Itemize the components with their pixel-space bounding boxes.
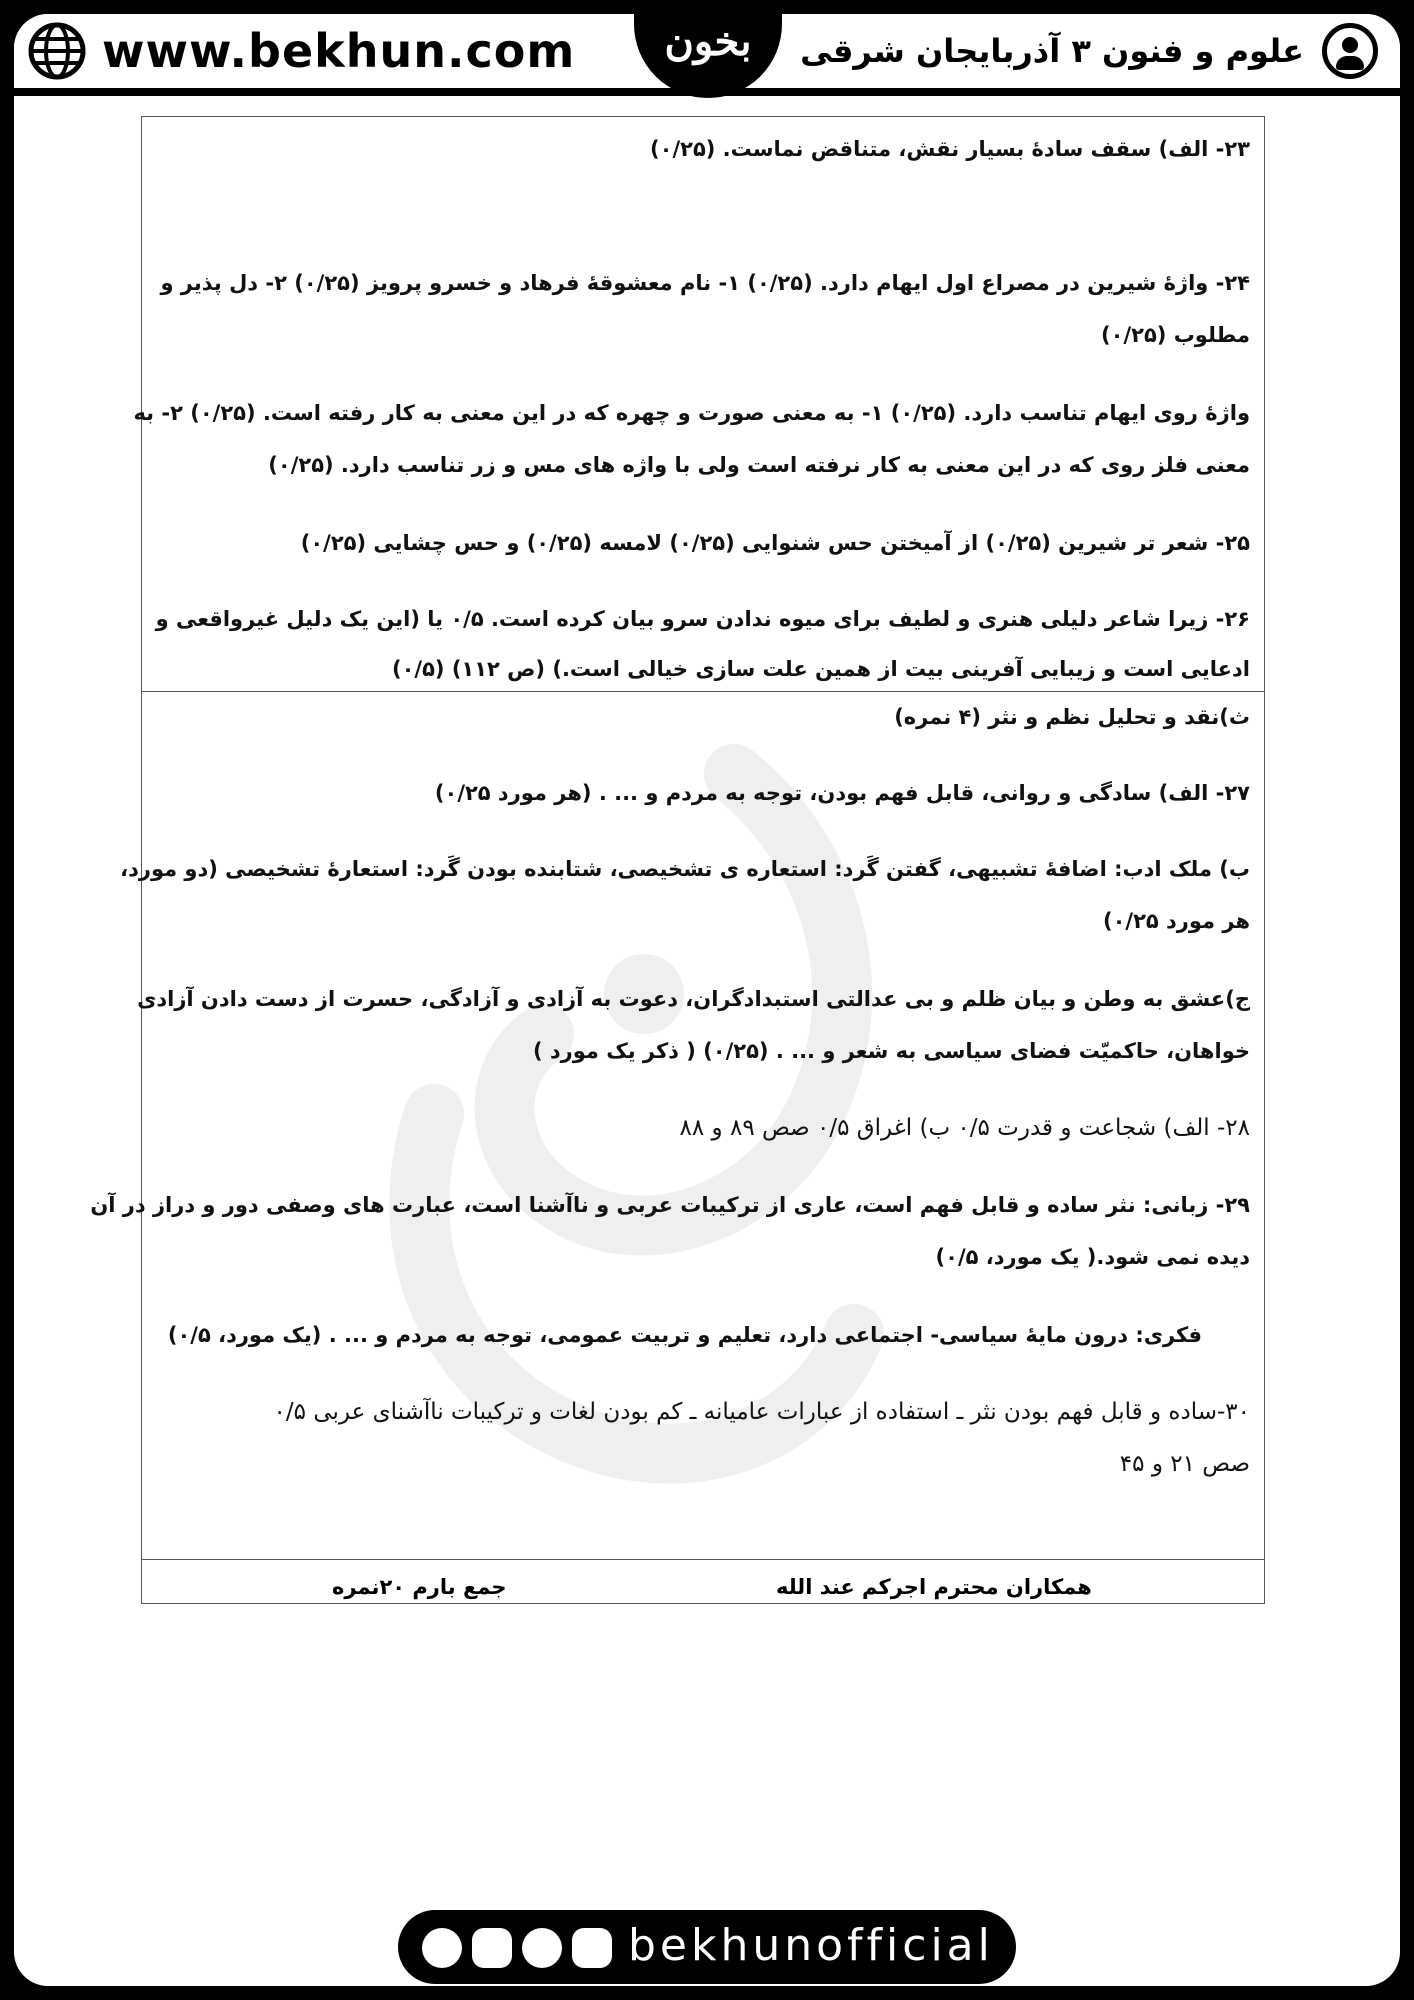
section-heading: ث)نقد و تحلیل نظم و نثر (۴ نمره) bbox=[894, 705, 1250, 729]
instagram-icon[interactable] bbox=[572, 1928, 612, 1968]
answer-28: ۲۸- الف) شجاعت و قدرت ۰/۵ ب) اغراق ۰/۵ صص ۸۹ و ۸۸ bbox=[679, 1115, 1250, 1141]
page-header bbox=[14, 14, 1400, 96]
social-bar bbox=[398, 1910, 1016, 1984]
answer-table bbox=[90, 116, 1265, 1604]
answer-26-line1: ۲۶- زیرا شاعر دلیلی هنری و لطیف برای میوه ندادن سرو بیان کرده است. ۰/۵ یا (این یک دلیل غیرواقعی و bbox=[155, 607, 1250, 631]
answer-29-line1: ۲۹- زبانی: نثر ساده و قابل فهم است، عاری از ترکیبات عربی و ناآشنا است، عبارت های وصفی دور و دراز در آن bbox=[90, 1193, 1250, 1217]
answer-27b-line2: هر مورد ۰/۲۵) bbox=[1102, 909, 1250, 933]
answer-27c-line1: ج)عشق به وطن و بیان ظلم و بی عدالتی استبدادگران، دعوت به آزادی و آزادگی، حسرت از دست دادن آزادی bbox=[137, 987, 1250, 1011]
answer-27a: ۲۷- الف) سادگی و روانی، قابل فهم بودن، توجه به مردم و ... . (هر مورد ۰/۲۵) bbox=[434, 781, 1250, 805]
brand-logo-text: بخون bbox=[664, 18, 752, 65]
answer-30-line1: ۳۰-ساده و قابل فهم بودن نثر ـ استفاده از عبارات عامیانه ـ کم بودن لغات و ترکیبات ناآشنای عربی ۰/۵ bbox=[273, 1399, 1250, 1425]
user-icon bbox=[1322, 23, 1378, 79]
answer-29-line2: دیده نمی شود.( یک مورد، ۰/۵) bbox=[935, 1245, 1250, 1269]
header-title-group bbox=[800, 22, 1378, 80]
answer-27c-line2: خواهان، حاکمیّت فضای سیاسی به شعر و ... . (۰/۲۵) ( ذکر یک مورد ) bbox=[532, 1039, 1250, 1063]
colleagues-note: همکاران محترم اجرکم عند الله bbox=[776, 1575, 1092, 1599]
footer-divider bbox=[142, 1559, 1264, 1560]
header-title: علوم و فنون ۳ آذربایجان شرقی bbox=[800, 32, 1304, 70]
answer-29-fekri: فکری: درون مایهٔ سیاسی- اجتماعی دارد، تعلیم و تربیت عمومی، توجه به مردم و ... . (یک مورد، ۰/۵) bbox=[167, 1323, 1202, 1347]
youtube-icon[interactable] bbox=[472, 1928, 512, 1968]
answer-27b-line1: ب) ملک ادب: اضافهٔ تشبیهی، گفتن گَرد: استعاره ی تشخیصی، شتابنده بودن گَرد: استعارهٔ تشخیصی (دو مورد، bbox=[120, 857, 1250, 881]
page bbox=[14, 14, 1400, 1986]
answer-24b-line2: معنی فلز روی که در این معنی به کار نرفته است ولی با واژه های مس و زر تناسب دارد. (۰/۲۵) bbox=[268, 453, 1250, 477]
social-icons bbox=[422, 1928, 612, 1968]
answer-24-line1: ۲۴- واژهٔ شیرین در مصراع اول ایهام دارد. (۰/۲۵) ۱- نام معشوقهٔ فرهاد و خسرو پرویز (۰/۲۵) ۲- دل پذیر و bbox=[160, 271, 1250, 295]
answer-23: ۲۳- الف) سقف سادهٔ بسیار نقش، متناقض نماست. (۰/۲۵) bbox=[650, 137, 1250, 161]
answer-24b-line1: واژهٔ روی ایهام تناسب دارد. (۰/۲۵) ۱- به معنی صورت و چهره که در این معنی به کار رفته است. (۰/۲۵) ۲- به bbox=[133, 401, 1250, 425]
telegram-icon[interactable] bbox=[522, 1928, 562, 1968]
total-score: جمع بارم ۲۰نمره bbox=[332, 1575, 507, 1599]
website-group bbox=[28, 22, 575, 80]
answer-30-line2: صص ۲۱ و ۴۵ bbox=[1119, 1451, 1250, 1477]
answer-24-line2: مطلوب (۰/۲۵) bbox=[1101, 323, 1250, 347]
globe-icon bbox=[28, 22, 86, 80]
aparat-icon[interactable] bbox=[422, 1928, 462, 1968]
social-handle[interactable]: bekhunofficial bbox=[628, 1920, 994, 1971]
website-url[interactable]: www.bekhun.com bbox=[102, 24, 576, 78]
answer-25: ۲۵- شعر تر شیرین (۰/۲۵) از آمیختن حس شنوایی (۰/۲۵) لامسه (۰/۲۵) و حس چشایی (۰/۲۵) bbox=[300, 531, 1250, 555]
brand-logo bbox=[634, 14, 782, 98]
section-divider bbox=[142, 691, 1264, 692]
answer-26-line2: ادعایی است و زیبایی آفرینی بیت از همین علت سازی خیالی است.) (ص ۱۱۲) (۰/۵) bbox=[391, 657, 1250, 681]
